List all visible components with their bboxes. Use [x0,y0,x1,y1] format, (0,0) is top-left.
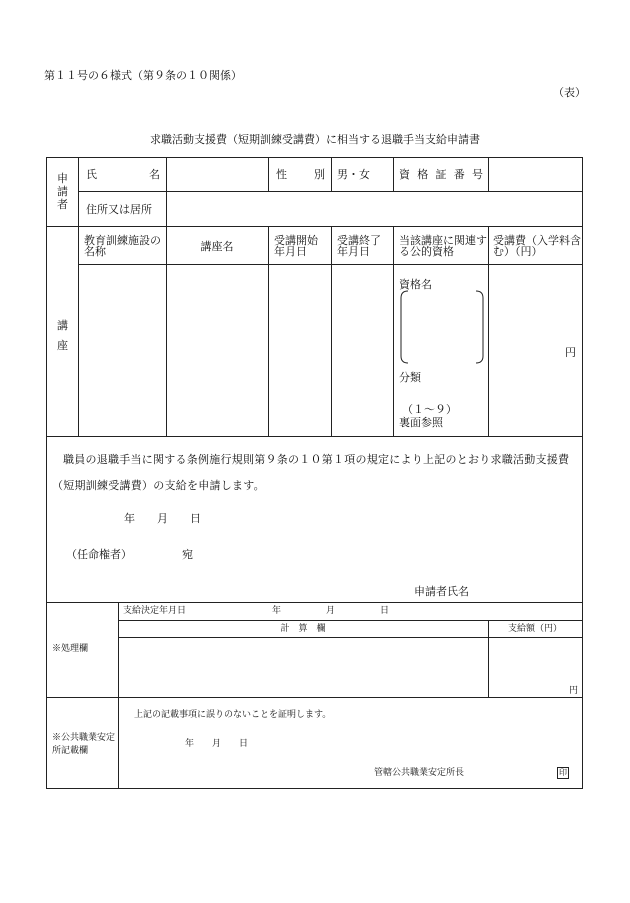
applicant-name-field[interactable] [474,580,574,600]
address-label: 住所又は居所 [86,203,152,216]
classification-range: （１～９） [402,403,457,416]
qualification-name-label: 資格名 [399,278,432,291]
course-header-institution: 教育訓練施設の名称 [84,234,161,258]
decision-date[interactable]: 年 月 日 [272,606,390,616]
applicant-section-label: 申請者 [57,172,68,211]
amount-field[interactable] [489,638,581,696]
certify-date[interactable]: 年 月 日 [185,739,249,749]
course-header-start-date: 受講開始年月日 [274,234,318,258]
certify-text: 上記の記載事項に誤りのないことを証明します。 [134,710,332,720]
public-office-label: ※公共職業安定所記載欄 [52,733,116,756]
course-header-qualification: 当該講座に関連する公的資格 [399,234,487,258]
classification-label: 分類 [399,371,421,384]
amount-yen-unit: 円 [569,686,579,696]
processing-label: ※処理欄 [52,644,89,654]
declaration-date[interactable]: 年 月 日 [124,512,201,525]
license-number-label: 資格証番号 [399,168,483,181]
name-label: 氏 名 [86,168,160,181]
addressed-to: 宛 [182,548,193,561]
gender-label: 性 別 [276,168,325,181]
start-date-field[interactable] [269,265,330,435]
end-date-field[interactable] [332,265,392,435]
declaration-text: 職員の退職手当に関する条例施行規則第９条の１０第１項の規定により上記のとおり求職活動支援費（短期訓練受講費）の支給を申請します。 [52,453,570,492]
gender-options[interactable]: 男・女 [337,168,370,181]
office-director-label: 管轄公共職業安定所長 [374,768,465,778]
decision-date-label: 支給決定年月日 [123,606,187,616]
address-field[interactable] [167,192,581,225]
course-header-end-date: 受講終了年月日 [337,234,381,258]
course-name-field[interactable] [167,265,267,435]
fee-yen-unit: 円 [565,346,576,359]
form-title: 求職活動支援費（短期訓練受講費）に相当する退職手当支給申請書 [150,133,480,146]
calculation-field[interactable] [119,638,487,696]
applicant-name-label: 申請者氏名 [414,585,469,598]
form-side-label: （表） [553,86,586,99]
license-number-field[interactable] [489,158,581,191]
name-field[interactable] [167,158,267,191]
seal-mark: 印 [559,768,567,777]
appointer-label: （任命権者） [66,548,132,561]
course-section-label: 講座 [57,319,68,352]
qualification-name-field[interactable] [412,292,474,362]
form-number: 第１１号の６様式（第９条の１０関係） [44,69,242,82]
institution-field[interactable] [79,265,165,435]
amount-label: 支給額（円） [508,624,563,634]
course-header-fee: 受講費（入学料含む）（円） [493,234,581,258]
see-back-note: 裏面参照 [399,416,443,429]
course-header-course-name: 講座名 [200,240,234,253]
calculation-label: 計 算 欄 [280,624,326,634]
